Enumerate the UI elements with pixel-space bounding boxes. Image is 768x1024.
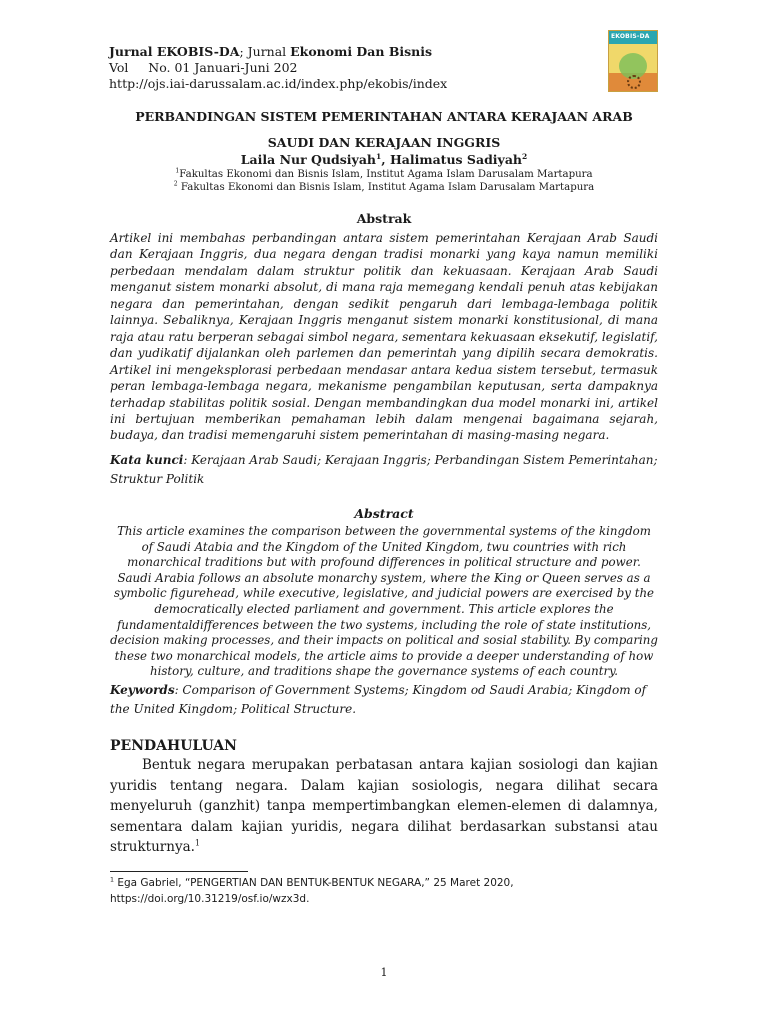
journal-name-line <box>109 44 589 60</box>
paragraph-text: Bentuk negara merupakan perbatasan antara kajian sosiologi dan kajian yuridis tentang negara. Dalam kajian sosiologis, negara dilihat secara menyeluruh (ganzhit) tanpa mempertimbangkan elemen-elemen di dalamnya, sementara dalam kajian yuridis, negara dilihat berdasarkan substansi atau strukturnya. <box>110 757 658 855</box>
affiliation-marker: 1 <box>175 167 180 175</box>
affiliation <box>110 168 658 181</box>
keywords <box>110 681 658 719</box>
abstract-text: This article examines the comparison between the governmental systems of the kingdom of Saudi Atabia and the Kingdom of the United Kingdom, twu countries with rich monarchical traditions but with profound differences in political structure and power. Saudi Arabia follows an absolute monarchy system, where the King or Queen serves as a symbolic figurehead, while executive, legislative, and judicial powers are exercised by the democratically elected parliament and government. This article explores the fundamentaldifferences between the two systems, including the role of state institutions, decision making processes, and their impacts on political and sosial stability. By comparing these two monarchical models, the article aims to provide a deeper understanding of how history, culture, and traditions shape the governance systems of each country. <box>110 524 658 679</box>
journal-url[interactable]: http://ojs.iai-darussalam.ac.id/index.php/ekobis/index <box>109 76 448 91</box>
journal-volume: Vol No. 01 Januari-Juni 202 <box>109 60 298 75</box>
abstrak-heading: Abstrak <box>356 211 412 226</box>
author-list <box>110 151 658 169</box>
footnote-marker: 1 <box>110 876 115 884</box>
gear-icon <box>627 75 641 89</box>
author-name: Halimatus Sadiyah <box>389 152 523 167</box>
journal-separator: ; Jurnal <box>239 44 291 59</box>
affiliations <box>110 168 658 194</box>
abstract-heading: Abstract <box>354 506 414 521</box>
footnote-text: Ega Gabriel, “PENGERTIAN DAN BENTUK-BENTUK NEGARA,” 25 Maret 2020, https://doi.org/10.31219/osf.io/wzx3d. <box>110 877 514 905</box>
logo-text: EKOBIS-DA <box>611 33 650 40</box>
kata-kunci-label: Kata kunci <box>110 453 184 467</box>
section-paragraph <box>110 755 658 858</box>
author-name: Laila Nur Qudsiyah <box>240 152 377 167</box>
author-separator: , <box>381 152 390 167</box>
affiliation <box>110 181 658 194</box>
author-affiliation-marker: 2 <box>522 151 528 161</box>
author-affiliation-marker: 1 <box>376 151 382 161</box>
footnote-divider <box>110 871 248 872</box>
footnote-reference[interactable]: 1 <box>194 837 201 848</box>
footnote <box>110 876 658 907</box>
journal-logo <box>608 30 658 92</box>
kata-kunci-text: : Kerajaan Arab Saudi; Kerajaan Inggris; Perbandingan Sistem Pemerintahan; Struktur Politik <box>110 453 658 486</box>
affiliation-text: Fakultas Ekonomi dan Bisnis Islam, Institut Agama Islam Darusalam Martapura <box>179 169 593 180</box>
section-heading: PENDAHULUAN <box>110 738 237 754</box>
abstrak-text: Artikel ini membahas perbandingan antara sistem pemerintahan Kerajaan Arab Saudi dan Kerajaan Inggris, dua negara dengan tradisi monarki yang kaya namun memiliki perbedaan mendalam dalam struktur politik dan kekuasaan. Kerajaan Arab Saudi menganut sistem monarki absolut, di mana raja memegang kendali penuh atas kebijakan negara dan pemerintahan, dengan sedikit pengaruh dari lembaga-lembaga politik lainnya. Sebaliknya, Kerajaan Inggris menganut sistem monarki konstitusional, di mana raja atau ratu berperan sebagai simbol negara, sementara kekuasaan eksekutif, legislatif, dan yudikatif dijalankan oleh parlemen dan pemerintah yang dipilih secara demokratis. Artikel ini mengeksplorasi perbedaan mendasar antara kedua sistem tersebut, termasuk peran lembaga-lembaga negara, mekanisme pengambilan keputusan, serta dampaknya terhadap stabilitas politik sosial. Dengan membandingkan dua model monarki ini, artikel ini bertujuan memberikan pemahaman lebih dalam mengenai bagaimana sejarah, budaya, dan tradisi memengaruhi sistem pemerintahan di masing-masing negara. <box>110 231 658 443</box>
journal-short-name: Jurnal EKOBIS-DA <box>109 44 240 59</box>
paper-title: PERBANDINGAN SISTEM PEMERINTAHAN ANTARA KERAJAAN ARAB SAUDI DAN KERAJAAN INGGRIS <box>135 109 633 150</box>
journal-full-name: Ekonomi Dan Bisnis <box>290 44 433 59</box>
affiliation-marker: 2 <box>173 180 178 188</box>
kata-kunci <box>110 451 658 489</box>
page-number: 1 <box>380 966 388 979</box>
journal-header <box>109 44 589 92</box>
keywords-label: Keywords <box>110 683 175 697</box>
affiliation-text: Fakultas Ekonomi dan Bisnis Islam, Institut Agama Islam Darusalam Martapura <box>177 182 595 193</box>
keywords-text: : Comparison of Government Systems; Kingdom od Saudi Arabia; Kingdom of the United Kingdom; Political Structure. <box>110 683 647 716</box>
